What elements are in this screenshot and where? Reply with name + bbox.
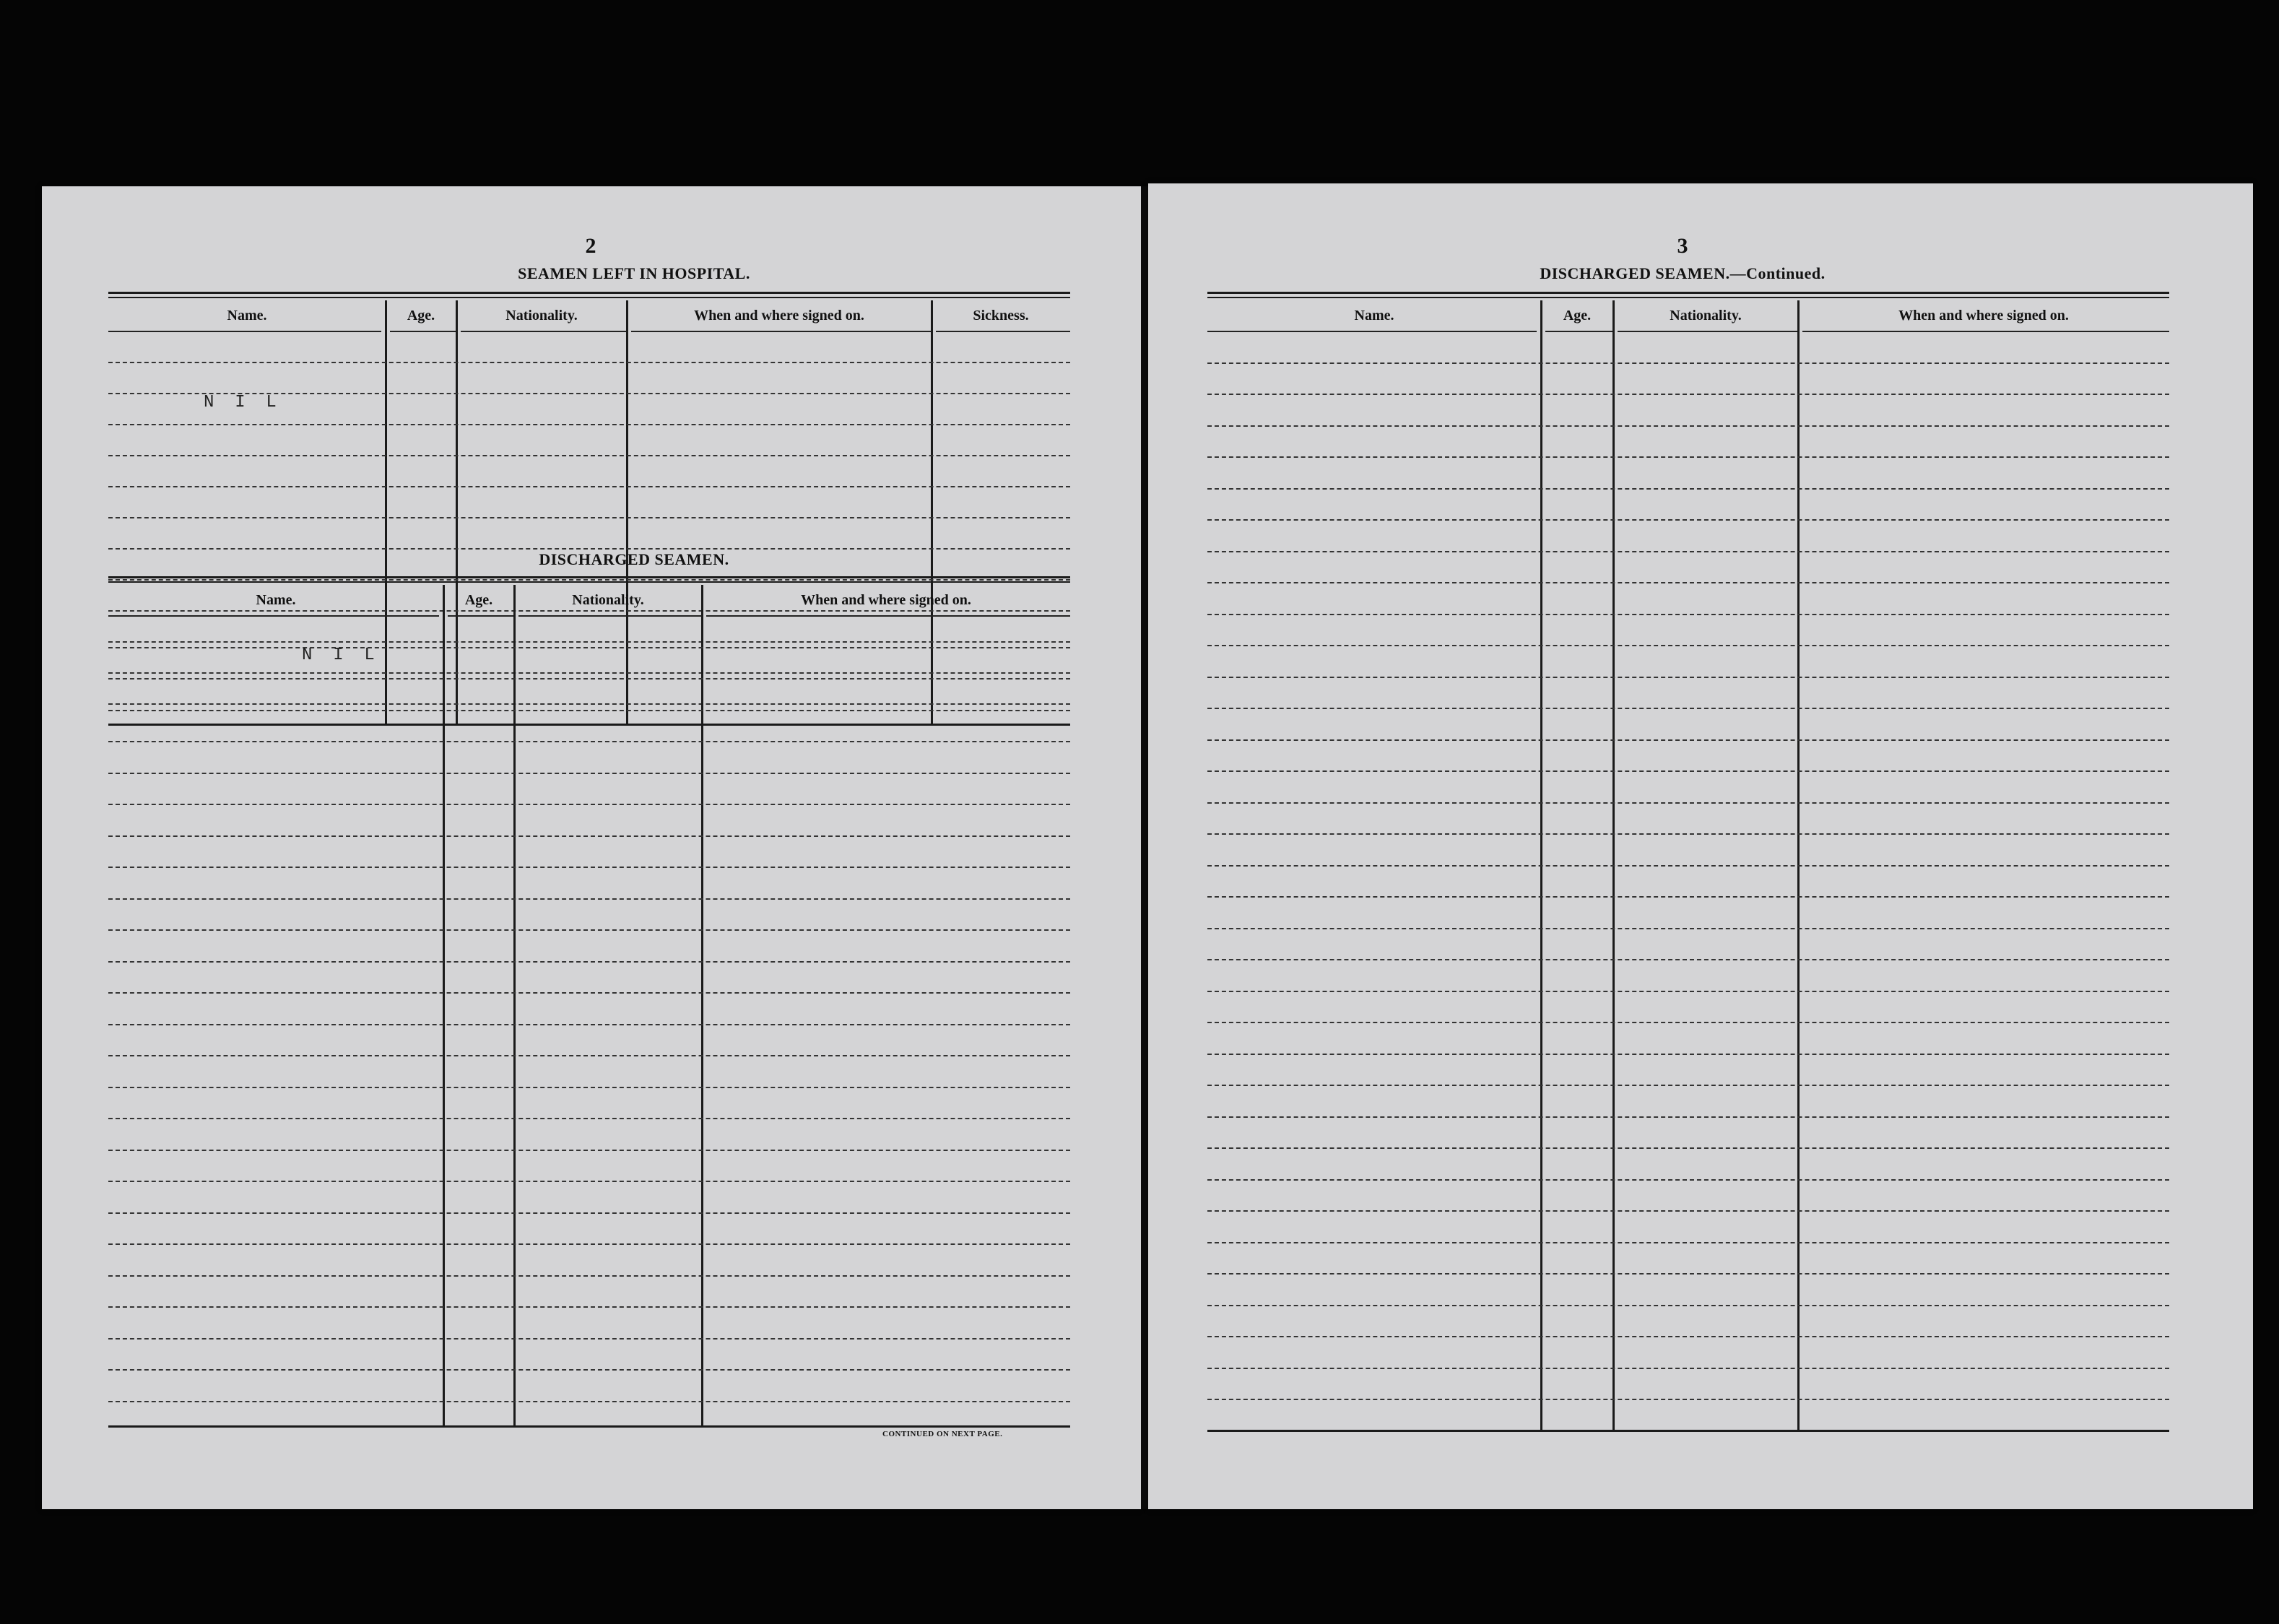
ruled-line (1207, 425, 2169, 427)
continued-footer-note: CONTINUED ON NEXT PAGE. (882, 1430, 1003, 1438)
discharged-table (108, 576, 1070, 1428)
ruled-line (108, 548, 1070, 550)
ruled-line (1207, 1242, 2169, 1243)
column-divider (443, 585, 445, 1425)
ruled-line (108, 1212, 1070, 1214)
ruled-line (1207, 991, 2169, 992)
ruled-line (108, 1024, 1070, 1025)
ruled-line (108, 1306, 1070, 1308)
header-underline (1802, 331, 2169, 332)
column-header-name: Name. (256, 592, 296, 608)
discharged-nil-entry: N I L (302, 646, 375, 665)
ruled-line (1207, 833, 2169, 835)
column-header-when-and-where-signed-on: When and where signed on. (1898, 308, 2069, 324)
ruled-line (108, 1243, 1070, 1245)
column-header-nationality: Nationality. (505, 308, 578, 324)
ruled-line (108, 1087, 1070, 1088)
ruled-line (108, 710, 1070, 711)
hospital-section-title: SEAMEN LEFT IN HOSPITAL. (518, 264, 750, 282)
ruled-line (1207, 645, 2169, 646)
ruled-line (1207, 1085, 2169, 1086)
ruled-line (108, 1118, 1070, 1119)
page-number-left: 2 (585, 234, 596, 258)
table-top-rule (108, 292, 1070, 294)
right-page (1148, 183, 2253, 1509)
ruled-line (108, 835, 1070, 837)
ruled-line (1207, 1399, 2169, 1400)
ruled-line (1207, 959, 2169, 960)
header-underline (108, 331, 381, 332)
ruled-line (108, 804, 1070, 805)
ruled-line (108, 992, 1070, 994)
header-underline (1618, 331, 1798, 332)
ruled-line (108, 1055, 1070, 1056)
ruled-line (108, 741, 1070, 742)
column-header-name: Name. (227, 308, 267, 324)
ruled-line (108, 1369, 1070, 1371)
ruled-line (108, 678, 1070, 679)
ruled-line (1207, 1054, 2169, 1055)
left-page (42, 186, 1141, 1509)
ruled-line (108, 517, 1070, 518)
header-underline (461, 331, 627, 332)
column-header-age: Age. (464, 592, 493, 608)
ruled-line (108, 1181, 1070, 1182)
ruled-line (1207, 614, 2169, 615)
discharged-section-title: DISCHARGED SEAMEN. (539, 550, 729, 568)
column-header-when-and-where-signed-on: When and where signed on. (694, 308, 864, 324)
ruled-line (108, 647, 1070, 648)
table-top-rule-secondary (1207, 297, 2169, 298)
column-header-nationality: Nationality. (1670, 308, 1742, 324)
header-underline (390, 331, 456, 332)
ruled-line (1207, 1305, 2169, 1306)
column-header-sickness: Sickness. (973, 308, 1029, 324)
discharged-continued-title: DISCHARGED SEAMEN.—Continued. (1540, 264, 1826, 282)
ruled-line (1207, 739, 2169, 741)
column-header-when-and-where-signed-on: When and where signed on. (801, 592, 971, 608)
ruled-line (108, 898, 1070, 900)
ruled-line (108, 486, 1070, 487)
discharged-continued-table (1207, 292, 2169, 1433)
header-underline (631, 331, 932, 332)
ruled-line (1207, 928, 2169, 929)
table-bottom-rule (108, 1425, 1070, 1428)
ruled-line (1207, 519, 2169, 521)
ruled-line (1207, 456, 2169, 458)
ruled-line (1207, 865, 2169, 867)
header-underline (706, 615, 1070, 617)
header-underline (1207, 331, 1537, 332)
ruled-line (108, 773, 1070, 774)
hospital-nil-entry: N I L (204, 393, 277, 412)
ruled-line (108, 362, 1070, 363)
header-underline (448, 615, 514, 617)
table-top-rule (108, 576, 1070, 578)
ruled-line (108, 1150, 1070, 1151)
ruled-line (1207, 488, 2169, 490)
header-underline (518, 615, 702, 617)
ruled-line (1207, 770, 2169, 772)
table-bottom-rule (1207, 1430, 2169, 1432)
ruled-line (1207, 677, 2169, 678)
ruled-line (1207, 362, 2169, 364)
column-divider (701, 585, 703, 1425)
ruled-line (1207, 708, 2169, 709)
ruled-line (1207, 896, 2169, 898)
ruled-line (108, 867, 1070, 868)
header-underline (936, 331, 1070, 332)
ruled-line (1207, 1336, 2169, 1337)
header-underline (1545, 331, 1613, 332)
header-underline (108, 615, 439, 617)
ruled-line (1207, 394, 2169, 395)
ruled-line (108, 1275, 1070, 1277)
ruled-line (1207, 802, 2169, 804)
table-top-rule-secondary (108, 581, 1070, 583)
ruled-line (1207, 1022, 2169, 1023)
ruled-line (1207, 582, 2169, 583)
ruled-line (1207, 1116, 2169, 1118)
table-top-rule (1207, 292, 2169, 294)
ruled-line (1207, 1273, 2169, 1275)
column-header-age: Age. (407, 308, 435, 324)
column-header-nationality: Nationality. (572, 592, 644, 608)
book-spine (1141, 186, 1148, 1509)
ruled-line (108, 929, 1070, 931)
page-number-right: 3 (1677, 234, 1688, 258)
ruled-line (1207, 1368, 2169, 1369)
column-header-age: Age. (1563, 308, 1592, 324)
ruled-line (108, 424, 1070, 425)
ruled-line (108, 1401, 1070, 1402)
ruled-line (1207, 551, 2169, 552)
ruled-line (1207, 1210, 2169, 1212)
ruled-line (108, 961, 1070, 963)
ruled-line (108, 455, 1070, 456)
table-top-rule-secondary (108, 297, 1070, 298)
ruled-line (1207, 1179, 2169, 1181)
ruled-line (1207, 1147, 2169, 1149)
column-header-name: Name. (1354, 308, 1394, 324)
ruled-line (108, 1338, 1070, 1339)
column-divider (513, 585, 516, 1425)
